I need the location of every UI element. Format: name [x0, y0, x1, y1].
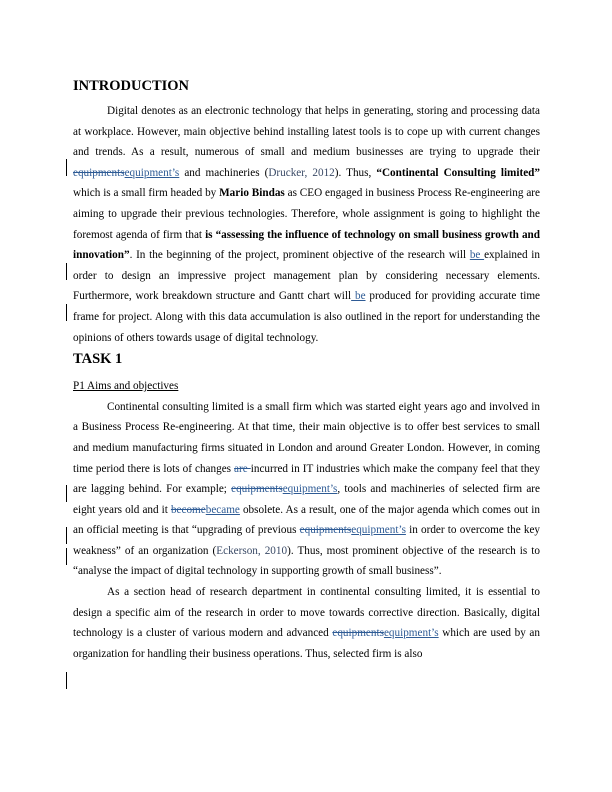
tracked-insertion[interactable]: equipment’s [282, 483, 338, 496]
text-run: as CEO engaged in business Process Re-engineering are aiming to upgrade their previous technologies. Therefore, whole assignment is going to highlight the foremost agenda of firm that [73, 187, 540, 241]
tracked-insertion[interactable]: equipment’s [383, 627, 439, 640]
task1-paragraph-1 [73, 397, 540, 582]
tracked-insertion[interactable]: be [469, 249, 485, 262]
text-run: incurred in IT industries which make the company feel that they are lagging behind. For example; [73, 462, 540, 496]
text-run: , tools and machineries of selected firm are eight years old and it [73, 483, 540, 516]
task1-heading: TASK 1 [73, 351, 123, 368]
tracked-insertion[interactable]: be [351, 290, 366, 303]
text-run: which are used by an organization for handling their business operations. Thus, selected firm is also [73, 627, 540, 660]
tracked-deletion[interactable]: equipments [332, 627, 384, 640]
task1-paragraph-2 [73, 582, 540, 664]
change-bar [66, 527, 67, 544]
tracked-insertion[interactable]: equipment’s [351, 524, 406, 537]
introduction-heading: INTRODUCTION [73, 78, 190, 94]
ceo-name: Mario Bindas [219, 187, 285, 200]
change-bar [66, 485, 67, 502]
text-run: As a section head of research department in continental consulting limited, it is essential to design a specific aim of the research in order to move towards corrective direction. Basically, digital technology is a cluster of various modern and advanced [73, 586, 540, 640]
citation: Drucker, 2012 [268, 166, 335, 179]
tracked-deletion[interactable]: equipments [73, 166, 125, 179]
text-run: ). Thus, most prominent objective of the research is to “analyse the impact of digital technology in supporting growth of small business”. [73, 544, 540, 578]
text-run: and machineries ( [179, 166, 269, 179]
aims-objectives-subheading: P1 Aims and objectives [73, 380, 179, 393]
introduction-paragraph [73, 101, 540, 348]
document-body [73, 75, 540, 664]
text-run: which is a small firm headed by [73, 187, 220, 200]
text-run: ). Thus, [334, 166, 377, 179]
text-run: in order to overcome the key weakness” of an organization ( [73, 524, 541, 557]
tracked-deletion[interactable]: equipments [299, 524, 352, 537]
citation: Eckerson, 2010 [216, 544, 288, 557]
company-name: “Continental Consulting limited” [376, 166, 540, 179]
tracked-deletion[interactable]: are [234, 462, 251, 475]
change-bar [66, 548, 67, 565]
text-run: . In the beginning of the project, prominent objective of the research will [129, 249, 470, 262]
tracked-insertion[interactable]: became [205, 503, 240, 516]
change-bar [66, 263, 67, 280]
tracked-deletion[interactable]: become [170, 503, 206, 516]
text-run: Continental consulting limited is a small firm which was started eight years ago and involved in a Business Process Re-engineering. At that time, their main objective is to offer best services to small and medium manufacturing firms situated in London and around Greater London. However, in coming time period there is lots of changes [73, 400, 540, 475]
research-agenda: is “assessing the influence of technology on small business growth and innovation” [73, 228, 540, 262]
change-bar [66, 304, 67, 321]
change-bar [66, 159, 67, 176]
text-run: explained in order to design an impressive project management plan by considering necessary elements. Furthermore, work breakdown structure and Gantt chart will [73, 249, 540, 303]
tracked-deletion[interactable]: equipments [231, 483, 283, 496]
text-run: Digital denotes as an electronic technology that helps in generating, storing and processing data at workplace. However, main objective behind installing latest tools is to cope up with current changes and trends. As a result, numerous of small and medium businesses are trying to upgrade their [73, 105, 540, 159]
text-run: produced for providing accurate time frame for project. Along with this data accumulation is also outlined in the report for understanding the opinions of others towards usage of digital technology. [73, 290, 540, 344]
tracked-insertion[interactable]: equipment’s [124, 166, 180, 179]
text-run: obsolete. As a result, one of the major agenda which comes out in an official meeting is that “upgrading of previous [73, 503, 541, 537]
change-bar [66, 672, 67, 689]
